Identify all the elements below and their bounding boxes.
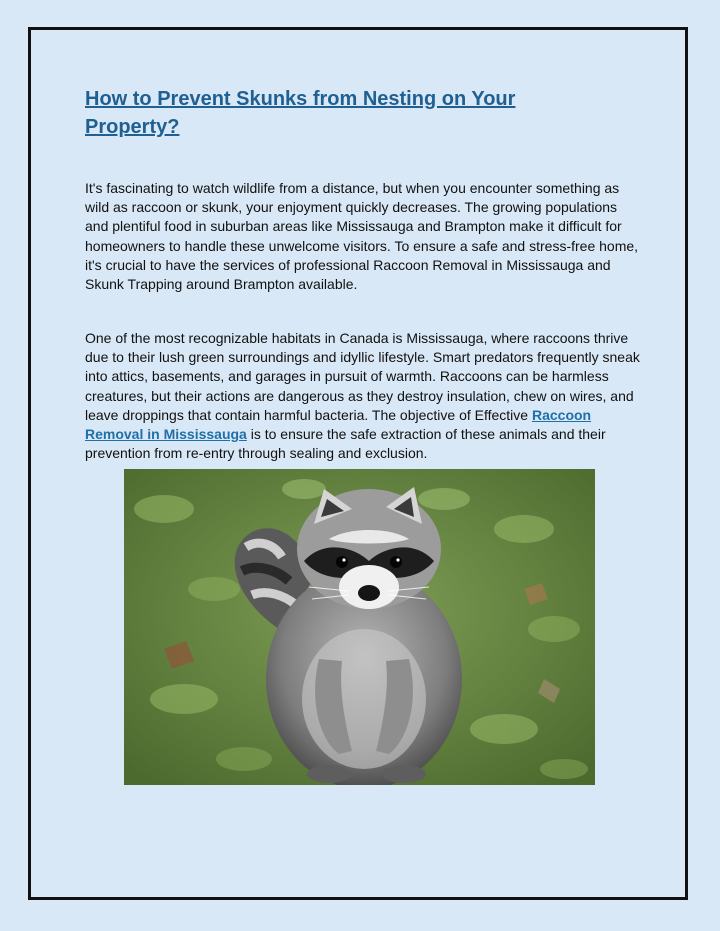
raccoon-photo bbox=[124, 469, 595, 785]
paragraph-text-start: One of the most recognizable habitats in Canada is Mississauga, where raccoons thrive due to their lush green surroundings and idyllic lifestyle. Smart predators frequently sneak into attics, basements, and garages in pursuit of warmth. Raccoons can be harmless creatures, but their actions are dangerous as they destroy insulation, chew on wires, and leave droppings that contain harmful bacteria. The objective of Effective bbox=[85, 330, 640, 423]
raccoon-removal-link[interactable]: Raccoon Removal in Mississauga bbox=[85, 406, 592, 443]
paragraph-intro: It's fascinating to watch wildlife from a distance, but when you encounter something as wild as raccoon or skunk, your enjoyment quickly decreases. The growing populations and plentiful food in suburban areas like Mississauga and Brampton make it difficult for homeowners to handle these unwelcome visitors. To ensure a safe and stress-free home, it's crucial to have the services of professional Raccoon Removal in Mississauga and Skunk Trapping around Brampton available. bbox=[85, 180, 639, 293]
raccoon-illustration bbox=[124, 469, 595, 785]
page-title: How to Prevent Skunks from Nesting on Your Property? bbox=[85, 88, 516, 138]
paragraph-text-end: is to ensure the safe extraction of these animals and their prevention from re-entry through sealing and exclusion. bbox=[85, 426, 606, 462]
paragraph-habitat bbox=[85, 329, 640, 463]
